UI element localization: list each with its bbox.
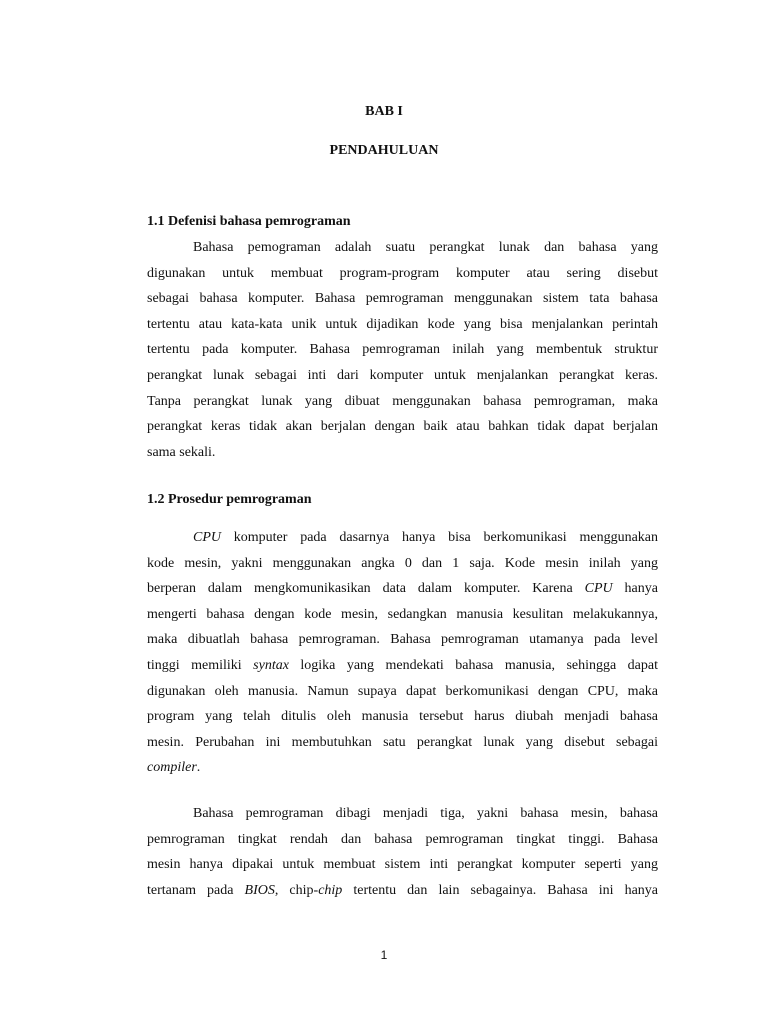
- text-line: digunakan oleh manusia. Namun supaya dapat berkomunikasi dengan CPU, maka: [147, 683, 658, 699]
- paragraph-definition: [147, 235, 658, 465]
- chapter-number: BAB I: [365, 104, 403, 119]
- text-line: Bahasa pemograman adalah suatu perangkat lunak dan bahasa yang: [193, 240, 658, 255]
- text-line: digunakan untuk membuat program-program komputer atau sering disebut: [147, 265, 658, 281]
- section-heading-1-2: 1.2 Prosedur pemrograman: [147, 492, 312, 507]
- text-line: pemrograman tingkat rendah dan bahasa pemrograman tingkat tinggi. Bahasa: [147, 831, 658, 847]
- text-line: Tanpa perangkat lunak yang dibuat menggunakan bahasa pemrograman, maka: [147, 393, 658, 409]
- text-run: tertanam pada: [147, 882, 245, 898]
- italic-term: CPU: [193, 530, 221, 545]
- paragraph-language-levels: [147, 801, 658, 903]
- text-line: [147, 525, 658, 551]
- paragraph-procedure: [147, 525, 658, 781]
- text-line: kode mesin, yakni menggunakan angka 0 dan 1 saja. Kode mesin inilah yang: [147, 555, 658, 571]
- italic-term: BIOS: [244, 882, 275, 898]
- text-line: [147, 878, 658, 904]
- section-heading-1-1: 1.1 Defenisi bahasa pemrograman: [147, 214, 351, 229]
- text-run: tinggi memiliki: [147, 657, 254, 673]
- text-line: mesin. Perubahan ini membutuhkan satu perangkat lunak yang disebut sebagai: [147, 734, 658, 750]
- text-line: tertentu pada komputer. Bahasa pemrograman inilah yang membentuk struktur: [147, 342, 658, 358]
- text-line: [147, 653, 658, 679]
- italic-term: chip: [318, 882, 343, 898]
- text-line: mengerti bahasa dengan kode mesin, sedangkan manusia kesulitan melakukannya,: [147, 606, 658, 622]
- page-number: 1: [380, 948, 388, 962]
- text-line: perangkat keras tidak akan berjalan dengan baik atau bahkan tidak dapat berjalan: [147, 419, 658, 435]
- text-line: perangkat lunak sebagai inti dari komputer untuk menjalankan perangkat keras.: [147, 367, 658, 383]
- text-run: .: [196, 760, 201, 776]
- chapter-title: PENDAHULUAN: [329, 143, 439, 158]
- italic-term: compiler: [147, 760, 197, 776]
- text-line: Bahasa pemrograman dibagi menjadi tiga, yakni bahasa mesin, bahasa: [193, 806, 658, 821]
- text-run: tertentu dan lain sebagainya. Bahasa ini hanya: [342, 882, 659, 898]
- text-line: sama sekali.: [147, 444, 216, 460]
- italic-term: CPU: [584, 581, 613, 597]
- italic-term: syntax: [253, 657, 289, 673]
- text-line: [147, 576, 658, 602]
- text-line: [147, 755, 658, 781]
- text-line: mesin hanya dipakai untuk membuat sistem inti perangkat komputer seperti yang: [147, 857, 658, 873]
- text-line: maka dibuatlah bahasa pemrograman. Bahasa pemrograman utamanya pada level: [147, 632, 658, 648]
- text-line: sebagai bahasa komputer. Bahasa pemrograman menggunakan sistem tata bahasa: [147, 291, 658, 307]
- text-run: hanya: [612, 581, 658, 597]
- text-run: berperan dalam mengkomunikasikan data dalam komputer. Karena: [147, 581, 585, 597]
- text-run: komputer pada dasarnya hanya bisa berkomunikasi menggunakan: [221, 530, 658, 545]
- text-run: , chip-: [274, 882, 319, 898]
- text-line: tertentu atau kata-kata unik untuk dijadikan kode yang bisa menjalankan perintah: [147, 316, 658, 332]
- text-run: logika yang mendekati bahasa manusia, sehingga dapat: [288, 657, 658, 673]
- text-line: program yang telah ditulis oleh manusia tersebut harus diubah menjadi bahasa: [147, 709, 658, 725]
